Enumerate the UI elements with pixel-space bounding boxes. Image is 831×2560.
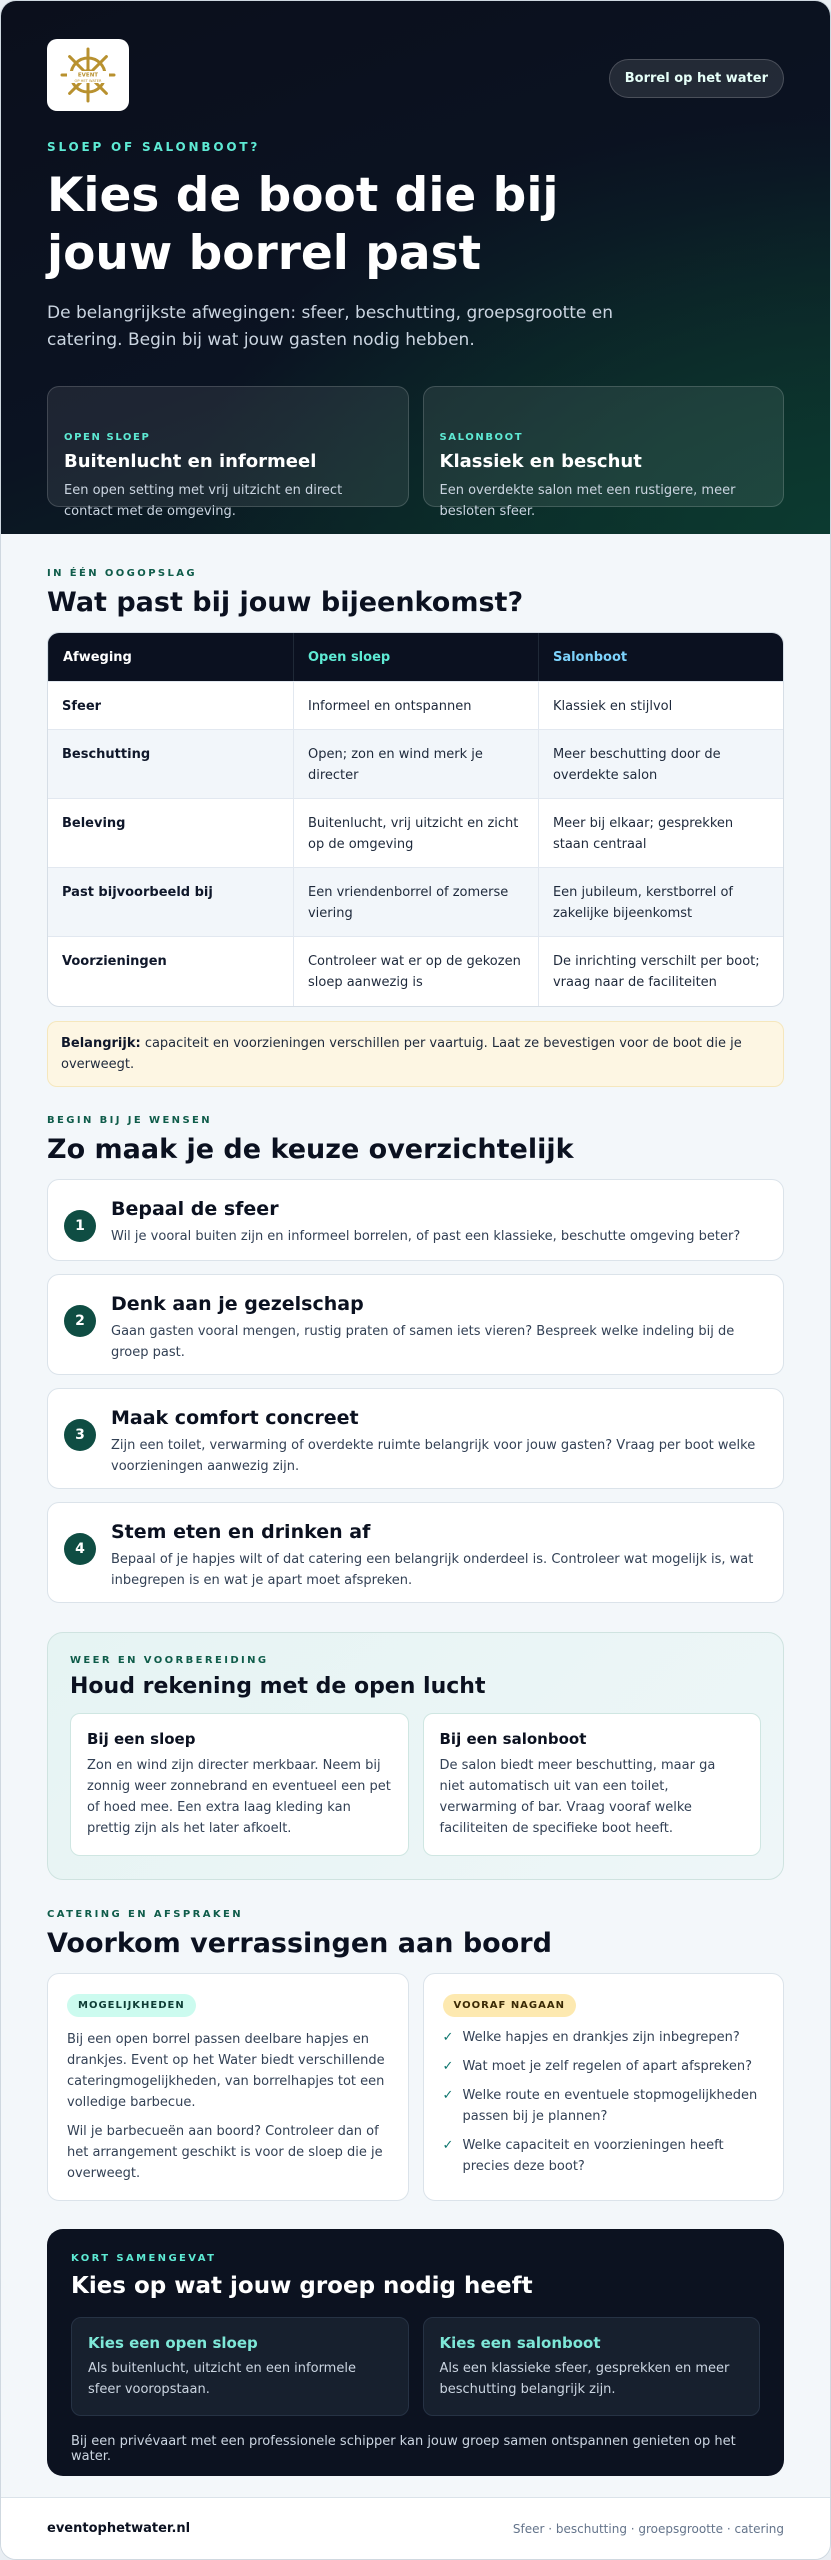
catering-options-card	[47, 1973, 409, 2201]
summary-title: Kies op wat jouw groep nodig heeft	[71, 2273, 533, 2299]
important-note	[47, 1021, 784, 1087]
table-row	[48, 681, 783, 729]
list-item	[443, 2085, 765, 2127]
catering-title: Voorkom verrassingen aan boord	[47, 1928, 552, 1959]
hero-eyebrow: SLOEP OF SALONBOOT?	[47, 140, 261, 154]
step-title: Maak comfort concreet	[111, 1407, 359, 1429]
catering-section	[1, 1880, 830, 2201]
check-text: Wat moet je zelf regelen of apart afspreken?	[462, 2059, 752, 2074]
column-header: Open sloep	[293, 633, 538, 681]
column-header: Afweging	[48, 633, 293, 681]
table-cell: Voorzieningen	[62, 954, 167, 969]
step-text: Zijn een toilet, verwarming of overdekte ruimte belangrijk voor jouw gasten? Vraag per boot welke voorzieningen aanwezig zijn.	[111, 1438, 756, 1474]
step-title: Denk aan je gezelschap	[111, 1293, 364, 1315]
checklist-card	[423, 1973, 785, 2201]
check-icon: ✓	[442, 2059, 454, 2074]
logo-text-bottom: OP HET WATER	[74, 79, 102, 83]
compare-section	[1, 534, 830, 1087]
weather-eyebrow: WEER EN VOORBEREIDING	[70, 1655, 269, 1666]
steps-section	[1, 1087, 830, 1603]
weather-card-salonboot	[423, 1713, 762, 1856]
list-item	[443, 2056, 765, 2077]
step-card	[47, 1502, 784, 1603]
step-card	[47, 1388, 784, 1489]
steps-eyebrow: BEGIN BIJ JE WENSEN	[47, 1115, 213, 1126]
step-card	[47, 1179, 784, 1261]
table-cell: Een vriendenborrel of zomerse viering	[293, 868, 538, 936]
check-icon: ✓	[442, 2088, 454, 2103]
comparison-table	[47, 632, 784, 1007]
step-title: Bepaal de sfeer	[111, 1198, 279, 1220]
compare-title: Wat past bij jouw bijeenkomst?	[47, 587, 524, 618]
table-cell: Controleer wat er op de gekozen sloep aanwezig is	[293, 937, 538, 1006]
summary-final-text: Bij een privévaart met een professionele schipper kan jouw groep samen ontspannen genieten op het water.	[71, 2434, 736, 2464]
step-card	[47, 1274, 784, 1375]
hero-section	[1, 1, 830, 534]
compare-eyebrow: IN ÉÉN OOGOPSLAG	[47, 568, 198, 579]
summary-card-title: Kies een salonboot	[439, 2334, 601, 2352]
table-row	[48, 798, 783, 867]
catering-text: Wil je barbecueën aan boord? Controleer dan of het arrangement geschikt is voor de sloep die je overweegt.	[67, 2124, 383, 2181]
options-badge: MOGELIJKHEDEN	[67, 1994, 196, 2017]
step-title: Stem eten en drinken af	[111, 1521, 371, 1543]
summary-eyebrow: KORT SAMENGEVAT	[71, 2253, 217, 2264]
hero-card-salonboot	[423, 386, 785, 519]
summary-card-text: Als een klassieke sfeer, gesprekken en meer beschutting belangrijk zijn.	[439, 2361, 730, 2397]
step-number: 2	[64, 1305, 96, 1337]
table-header-row	[48, 633, 783, 681]
table-cell: Een jubileum, kerstborrel of zakelijke bijeenkomst	[538, 868, 783, 936]
weather-card-text: De salon biedt meer beschutting, maar ga niet automatisch uit van een toilet, verwarming of bar. Vraag vooraf welke faciliteiten de specifieke boot heeft.	[439, 1758, 716, 1836]
table-cell: Buitenlucht, vrij uitzicht en zicht op de omgeving	[293, 799, 538, 867]
check-icon: ✓	[442, 2030, 454, 2045]
hero-card-title: Klassiek en beschut	[439, 451, 642, 472]
footer-tags: Sfeer · beschutting · groepsgrootte · catering	[512, 2521, 784, 2536]
weather-card-title: Bij een sloep	[87, 1730, 196, 1748]
table-row	[48, 867, 783, 936]
note-text: capaciteit en voorzieningen verschillen per vaartuig. Laat ze bevestigen voor de boot die je overweegt.	[61, 1036, 742, 1072]
logo[interactable]	[47, 39, 129, 111]
check-text: Welke hapjes en drankjes zijn inbegrepen?	[462, 2030, 740, 2045]
table-cell: Meer bij elkaar; gesprekken staan centraal	[538, 799, 783, 867]
list-item	[443, 2027, 765, 2048]
table-cell: Sfeer	[62, 699, 102, 714]
summary-card-text: Als buitenlucht, uitzicht en een informele sfeer vooropstaan.	[88, 2361, 356, 2397]
table-cell: De inrichting verschilt per boot; vraag naar de faciliteiten	[538, 937, 783, 1006]
hero-lead: De belangrijkste afwegingen: sfeer, beschutting, groepsgrootte en catering. Begin bij wat jouw gasten nodig hebben.	[47, 303, 614, 350]
step-text: Gaan gasten vooral mengen, rustig praten of samen iets vieren? Bespreek welke indeling bij de groep past.	[111, 1324, 735, 1360]
note-label: Belangrijk:	[61, 1036, 141, 1051]
table-cell: Informeel en ontspannen	[293, 682, 538, 729]
weather-card-title: Bij een salonboot	[439, 1730, 587, 1748]
check-text: Welke route en eventuele stopmogelijkheden passen bij je plannen?	[462, 2088, 758, 2124]
borrel-op-het-water-button[interactable]: Borrel op het water	[609, 59, 784, 98]
weather-section	[47, 1632, 784, 1880]
weather-title: Houd rekening met de open lucht	[70, 1674, 486, 1699]
table-cell: Past bijvoorbeeld bij	[62, 885, 213, 900]
footer	[1, 2497, 830, 2559]
column-header: Salonboot	[538, 633, 783, 681]
footer-domain-link[interactable]: eventophetwater.nl	[47, 2521, 191, 2536]
catering-eyebrow: CATERING EN AFSPRAKEN	[47, 1909, 244, 1920]
weather-card-text: Zon en wind zijn directer merkbaar. Neem bij zonnig weer zonnebrand en eventueel een pet of hoed mee. Een extra laag kleding kan prettig zijn als het later afkoelt.	[87, 1758, 391, 1836]
hero-card-open-sloep	[47, 386, 409, 519]
logo-text-top: EVENT	[77, 72, 99, 79]
ship-wheel-logo-icon	[57, 44, 119, 106]
checklist	[443, 2027, 765, 2177]
summary-card-title: Kies een open sloep	[88, 2334, 258, 2352]
summary-section	[47, 2229, 784, 2476]
list-item	[443, 2135, 765, 2177]
table-cell: Beleving	[62, 816, 126, 831]
hero-cards	[47, 386, 784, 519]
weather-card-sloep	[70, 1713, 409, 1856]
step-text: Wil je vooral buiten zijn en informeel borrelen, of past een klassieke, beschutte omgeving beter?	[111, 1229, 741, 1244]
table-row	[48, 936, 783, 1006]
table-cell: Meer beschutting door de overdekte salon	[538, 730, 783, 798]
step-number: 1	[64, 1210, 96, 1242]
step-number: 4	[64, 1533, 96, 1565]
hero-card-text: Een open setting met vrij uitzicht en direct contact met de omgeving.	[64, 483, 343, 519]
checklist-badge: VOORAF NAGAAN	[443, 1994, 576, 2017]
check-icon: ✓	[442, 2138, 454, 2153]
table-cell: Open; zon en wind merk je directer	[293, 730, 538, 798]
page-title: Kies de boot die bij jouw borrel past	[47, 168, 559, 281]
hero-card-text: Een overdekte salon met een rustigere, meer besloten sfeer.	[439, 483, 736, 519]
catering-text: Bij een open borrel passen deelbare hapjes en drankjes. Event op het Water biedt verschillende cateringmogelijkheden, van borrelhapjes tot een volledige barbecue.	[67, 2032, 385, 2110]
step-text: Bepaal of je hapjes wilt of dat catering een belangrijk onderdeel is. Controleer wat mogelijk is, wat inbegrepen is en wat je apart moet afspreken.	[111, 1552, 754, 1588]
summary-card-sloep	[71, 2317, 409, 2416]
table-row	[48, 729, 783, 798]
hero-card-eyebrow: SALONBOOT	[439, 432, 524, 443]
check-text: Welke capaciteit en voorzieningen heeft precies deze boot?	[462, 2138, 724, 2174]
table-cell: Beschutting	[62, 747, 151, 762]
summary-card-salonboot	[423, 2317, 761, 2416]
step-number: 3	[64, 1419, 96, 1451]
hero-card-title: Buitenlucht en informeel	[64, 451, 317, 472]
table-cell: Klassiek en stijlvol	[538, 682, 783, 729]
steps-title: Zo maak je de keuze overzichtelijk	[47, 1134, 574, 1165]
hero-card-eyebrow: OPEN SLOEP	[64, 432, 151, 443]
